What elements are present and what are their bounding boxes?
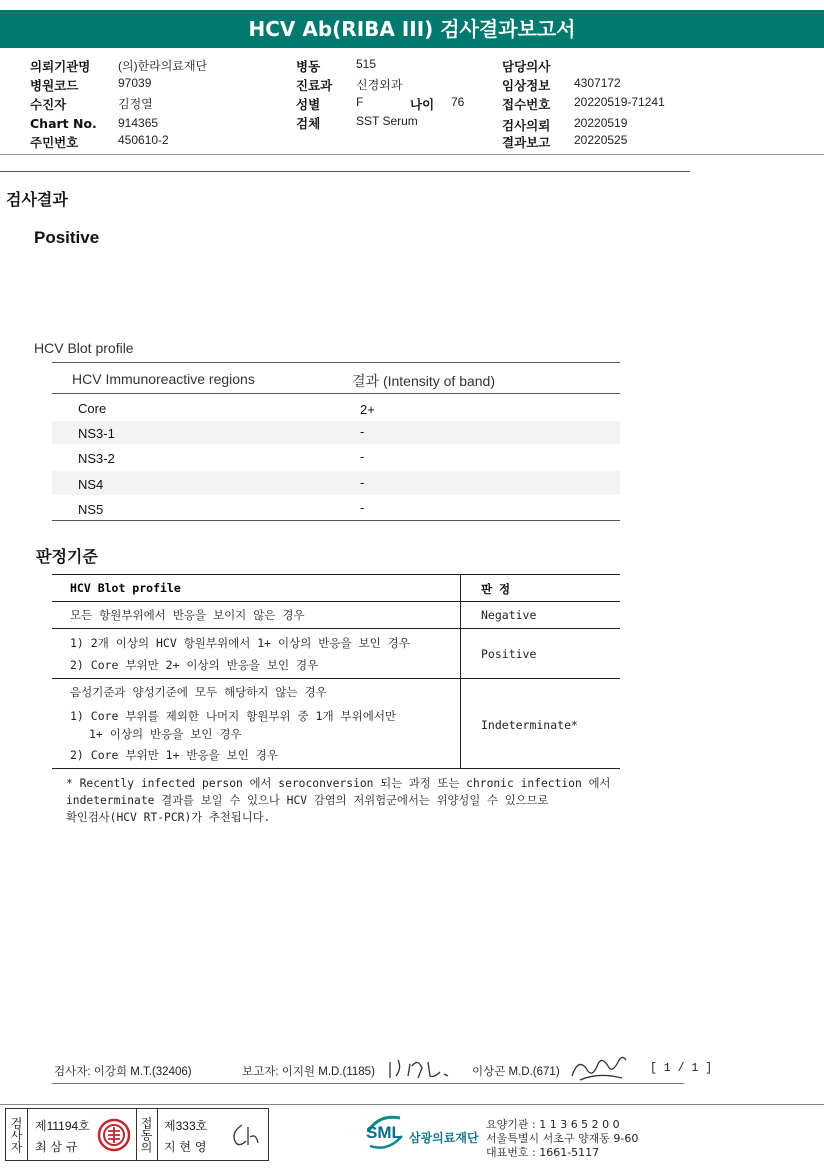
tester-box-label: 검사자	[6, 1109, 28, 1160]
approver-box-label: 접동의	[136, 1109, 158, 1160]
blot-row-region: NS3-2	[78, 451, 115, 466]
org-address: 서울특별시 서초구 양재동 9-60	[486, 1132, 639, 1145]
blot-row-stripe	[52, 471, 620, 495]
criteria-negative-label: Negative	[481, 608, 537, 622]
criteria-positive-line: 2) Core 부위만 2+ 이상의 반응을 보인 경우	[70, 658, 319, 672]
label-receipt-no: 접수번호	[502, 97, 551, 112]
approver-license: 제333호	[164, 1119, 208, 1133]
blot-row-result: -	[360, 449, 365, 464]
blot-col-result: 결과 (Intensity of band)	[352, 373, 495, 389]
criteria-col-profile: HCV Blot profile	[70, 581, 181, 595]
criteria-indeterminate-line: 1) Core 부위를 제외한 나머지 항원부위 중 1개 부위에서만	[70, 709, 397, 723]
blot-row-region: NS3-1	[78, 426, 115, 441]
header-divider-lower	[0, 171, 690, 172]
label-ward: 병동	[296, 59, 321, 74]
brand-logo: SML	[366, 1123, 402, 1142]
criteria-negative-text: 모든 항원부위에서 반응을 보이지 않은 경우	[70, 608, 305, 622]
footnote-line: indeterminate 결과를 보일 수 있으나 HCV 감염의 저위험군에서는 위양성일 수 있으므로	[66, 794, 549, 807]
label-sex: 성별	[296, 97, 321, 112]
tester-license: 제11194호	[35, 1119, 90, 1133]
tester-name: 최 삼 규	[35, 1140, 78, 1154]
blot-row-result: -	[360, 500, 365, 515]
label-request-date: 검사의뢰	[502, 118, 551, 133]
criteria-title: 판정기준	[36, 547, 98, 566]
blot-row-result: -	[360, 475, 365, 490]
label-patient: 수진자	[30, 97, 67, 112]
value-department: 신경외과	[356, 78, 403, 92]
blot-row-region: NS4	[78, 477, 104, 492]
footnote-line: * Recently infected person 에서 seroconversion 되는 과정 또는 chronic infection 에서	[66, 777, 611, 790]
value-hospital-code: 97039	[118, 76, 152, 90]
label-requesting-org: 의뢰기관명	[30, 59, 91, 74]
page-indicator: [ 1 / 1 ]	[650, 1062, 713, 1075]
blot-row-region: NS5	[78, 502, 104, 517]
reporter-signature-text: 보고자: 이지원 M.D.(1185)	[242, 1066, 375, 1078]
criteria-indeterminate-label: Indeterminate*	[481, 718, 578, 732]
blot-row-stripe	[52, 421, 620, 444]
red-seal-icon	[96, 1117, 132, 1153]
footer-rule	[0, 1104, 824, 1105]
value-ward: 515	[356, 57, 377, 71]
label-age: 나이	[410, 97, 435, 112]
value-request-date: 20220519	[574, 116, 628, 130]
tester-signature-text: 검사자: 이강희 M.T.(32406)	[54, 1066, 192, 1078]
header-divider	[0, 154, 824, 155]
label-specimen: 검체	[296, 116, 321, 131]
criteria-indeterminate-line: 음성기준과 양성기준에 모두 해당하지 않는 경우	[70, 685, 327, 699]
blot-bottom-rule	[52, 520, 620, 521]
criteria-indeterminate-line: 1+ 이상의 반응을 보인 경우	[89, 727, 242, 741]
report-title: HCV Ab(RIBA III) 검사결과보고서	[0, 10, 824, 48]
value-patient: 김정열	[118, 97, 153, 111]
criteria-indeterminate-line: 2) Core 부위만 1+ 반응을 보인 경우	[70, 748, 279, 762]
result-section-title: 검사결과	[6, 190, 68, 209]
brand-name: 삼광의료재단	[409, 1131, 479, 1145]
value-requesting-org: (의)한라의료재단	[118, 59, 208, 73]
criteria-positive-line: 1) 2개 이상의 HCV 항원부위에서 1+ 이상의 반응을 보인 경우	[70, 636, 410, 650]
value-receipt-no: 20220519-71241	[574, 95, 665, 109]
blot-top-rule	[52, 362, 620, 363]
criteria-col-judgement: 판 정	[481, 582, 511, 596]
value-chart-no: 914365	[118, 116, 159, 130]
footnote-line: 확인검사(HCV RT-PCR)가 추천됩니다.	[66, 811, 271, 824]
label-resident-no: 주민번호	[30, 135, 79, 150]
blot-col-region: HCV Immunoreactive regions	[72, 371, 255, 387]
criteria-positive-label: Positive	[481, 647, 537, 661]
org-phone: 대표번호 : 1661-5117	[486, 1146, 600, 1159]
approver-handwritten-signature	[568, 1052, 630, 1084]
label-doctor: 담당의사	[502, 59, 551, 74]
blot-row-result: 2+	[360, 402, 375, 417]
reporter-handwritten-signature	[384, 1054, 460, 1084]
label-department: 진료과	[296, 78, 333, 93]
value-resident-no: 450610-2	[118, 133, 169, 147]
value-sex: F	[356, 95, 364, 109]
result-value: Positive	[34, 228, 100, 247]
blot-title: HCV Blot profile	[34, 340, 134, 356]
blot-row-result: -	[360, 424, 365, 439]
value-clinical-info: 4307172	[574, 76, 621, 90]
value-specimen: SST Serum	[356, 114, 418, 128]
signature-rule	[52, 1083, 684, 1084]
approver-stamp-signature	[228, 1119, 264, 1151]
approver-name: 지 현 영	[164, 1140, 207, 1154]
value-age: 76	[451, 95, 465, 109]
label-clinical-info: 임상정보	[502, 78, 551, 93]
approver-signature-text: 이상곤 M.D.(671)	[472, 1066, 560, 1078]
blot-header-rule	[52, 393, 620, 394]
approval-box	[5, 1108, 269, 1161]
label-hospital-code: 병원코드	[30, 78, 79, 93]
org-code: 요양기관 : 1 1 3 6 5 2 0 0	[486, 1118, 620, 1131]
label-report-date: 결과보고	[502, 135, 551, 150]
value-report-date: 20220525	[574, 133, 628, 147]
label-chart-no: Chart No.	[30, 116, 97, 131]
blot-row-region: Core	[78, 401, 107, 416]
